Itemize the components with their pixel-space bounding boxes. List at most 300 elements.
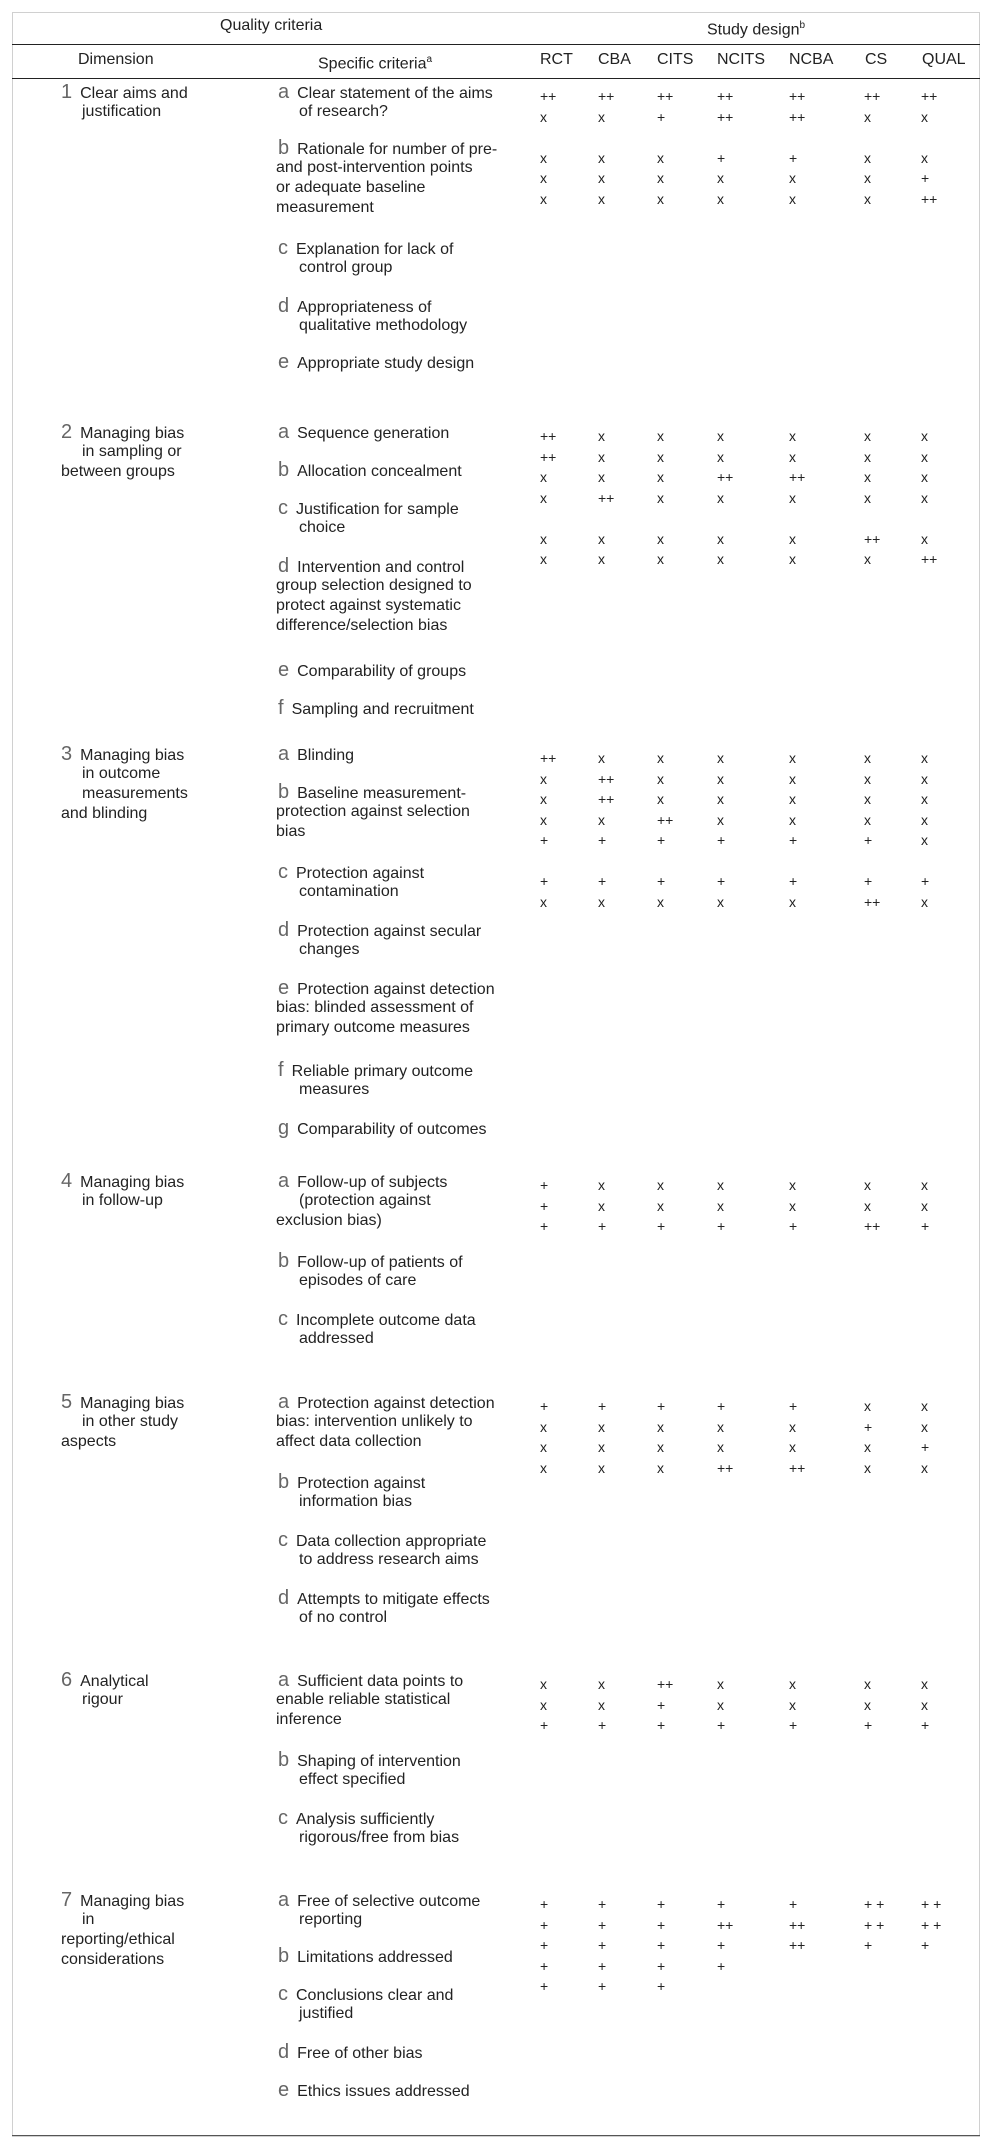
rating-cell: + [540,873,549,889]
rating-cell: x [921,1398,928,1414]
criterion-letter: f [278,697,284,719]
rating-cell: x [864,190,871,207]
header-rule-2 [12,78,980,79]
rating-cell: + [921,1439,930,1455]
criterion-3e-line: primary outcome measures [276,1019,470,1036]
criterion-7e-line: e Ethics issues addressed [278,2079,470,2101]
rating-cell: x [921,1177,928,1193]
rating-cell: x [598,893,605,910]
rating-cell: + [657,1717,666,1733]
rating-cell: x [789,893,796,910]
dimension-label-line: 5 Managing bias [61,1391,185,1413]
rating-cell: x [789,448,796,465]
dimension-label-line: justification [82,103,162,120]
rating-cell: ++ [540,448,557,465]
dimension-label-line: in follow-up [82,1192,163,1209]
rating-cell: x [789,1197,796,1214]
rating-cell: x [921,448,928,465]
rating-cell: + [789,1896,798,1912]
criterion-1a-line: of research? [299,103,388,120]
rating-cell: + [540,1717,549,1733]
dimension-label-line: 3 Managing bias [61,743,185,765]
rating-cell: x [540,170,547,186]
criterion-5a-line: affect data collection [276,1433,422,1450]
rating-cell: x [657,1439,664,1455]
rating-cell: ++ [657,88,674,104]
rating-cell: + [717,1218,726,1234]
rating-cell: ++ [717,88,734,104]
criterion-7d-line: d Free of other bias [278,2041,423,2063]
rating-cell: x [921,1418,928,1435]
rating-cell: x [657,893,664,910]
rating-cell: x [864,448,871,465]
rating-cell: x [657,428,664,444]
rating-cell: x [717,791,724,807]
rating-cell: + [657,1696,666,1713]
rating-cell: + [598,1978,607,1994]
rating-cell: x [789,1439,796,1455]
criterion-4a-line: a Follow-up of subjects [278,1170,448,1192]
rating-cell: x [864,1459,871,1476]
criterion-2d-line: protect against systematic [276,597,461,614]
column-header-ncits: NCITS [717,51,765,68]
rating-cell: x [598,1459,605,1476]
criterion-6c-line: c Analysis sufficiently [278,1807,435,1829]
rating-cell: x [540,1418,547,1435]
rating-cell: + [789,1218,798,1234]
rating-cell: ++ [717,1459,734,1476]
criterion-5b-line: b Protection against [278,1471,426,1493]
column-header-cs: CS [865,51,888,68]
rating-cell: + [864,873,873,889]
criterion-5b-line: information bias [299,1493,412,1510]
rating-cell: x [921,1459,928,1476]
criterion-2d-line: group selection designed to [276,577,472,594]
criterion-1b-line: or adequate baseline [276,179,426,196]
rating-cell: x [789,489,796,506]
criterion-5d-line: d Attempts to mitigate effects [278,1587,490,1609]
rating-cell: ++ [540,88,557,104]
dimension-label-line: considerations [61,1951,165,1968]
rating-cell: ++ [598,791,615,807]
rating-cell: x [598,1418,605,1435]
rating-cell: x [921,530,928,547]
criterion-3d-line: d Protection against secular [278,919,482,941]
rating-cell: x [921,811,928,828]
rating-cell: + [657,1218,666,1234]
rating-cell: x [717,1676,724,1692]
criterion-6a-line: enable reliable statistical [276,1691,451,1708]
rating-cell: x [717,1439,724,1455]
criterion-2d-line: difference/selection bias [276,617,448,634]
rating-cell: x [598,1197,605,1214]
header-rule-1 [12,44,980,45]
rating-cell: x [598,1177,605,1193]
rating-cell: + [717,1896,726,1912]
criterion-letter: f [278,1059,284,1081]
rating-cell: x [864,1197,871,1214]
criterion-1b-line: and post-intervention points [276,159,473,176]
rating-cell: + [657,1957,666,1974]
rating-cell: + [540,1957,549,1974]
column-header-cits: CITS [657,51,694,68]
rating-cell: x [921,469,928,485]
criterion-3a-line: a Blinding [278,743,355,765]
criterion-letter: g [278,1117,290,1139]
rating-cell: x [864,1177,871,1193]
rating-cell: x [657,469,664,485]
rating-cell: x [789,170,796,186]
criterion-letter: b [278,1471,290,1493]
rating-cell: x [540,811,547,828]
criterion-6b-line: effect specified [299,1771,406,1788]
dimension-number: 4 [61,1170,73,1192]
rating-cell: x [921,108,928,125]
rating-cell: x [540,791,547,807]
rating-cell: + [598,1937,607,1953]
rating-cell: + [598,1916,607,1933]
criterion-7c-line: justified [299,2005,354,2022]
rating-cell: + [921,873,930,889]
rating-cell: x [540,1676,547,1692]
rating-cell: x [921,149,928,166]
rating-cell: ++ [717,469,734,485]
criterion-5c-line: c Data collection appropriate [278,1529,487,1551]
rating-cell: + + [864,1916,885,1933]
criterion-5a-line: bias: intervention unlikely to [276,1413,473,1430]
criterion-2c-line: choice [299,519,346,536]
dimension-label-line: in sampling or [82,443,182,460]
criterion-letter: e [278,2079,290,2101]
criterion-letter: c [278,1529,288,1551]
rating-cell: + [657,108,666,125]
rating-cell: x [657,448,664,465]
criterion-letter: b [278,1250,290,1272]
dimension-number: 5 [61,1391,73,1413]
rating-cell: + [540,832,549,848]
criterion-2b-line: b Allocation concealment [278,459,462,481]
rating-cell: x [657,170,664,186]
dimension-number: 7 [61,1889,73,1911]
dimension-label-line: 7 Managing bias [61,1889,185,1911]
rating-cell: x [540,149,547,166]
rating-cell: + [717,1937,726,1953]
rating-cell: x [789,190,796,207]
rating-cell: + [717,1957,726,1974]
specific-criteria-header: Specific criteria$^a$ [318,54,433,73]
dimension-label-line: 6 Analytical [61,1669,149,1691]
dimension-number: 2 [61,421,73,443]
criterion-1d-line: d Appropriateness of [278,295,432,317]
rating-cell: x [657,149,664,166]
rating-cell: x [717,1418,724,1435]
rating-cell: x [864,811,871,828]
criterion-letter: e [278,351,290,373]
rating-cell: x [864,551,871,567]
rating-cell: + [864,1937,873,1953]
rating-cell: x [598,108,605,125]
study-design-header: Study design$^b$ [707,20,806,39]
criterion-1b-line: b Rationale for number of pre- [278,137,498,159]
criterion-letter: d [278,2041,290,2063]
rating-cell: + [657,873,666,889]
criterion-2d-line: d Intervention and control [278,555,465,577]
rating-cell: x [657,190,664,207]
rating-cell: x [540,108,547,125]
rating-cell: + [717,149,726,166]
rating-cell: x [657,791,664,807]
rating-cell: ++ [717,1916,734,1933]
rating-cell: x [657,1197,664,1214]
rating-cell: x [864,1398,871,1414]
rating-cell: + [921,1717,930,1733]
rating-cell: + [921,170,930,186]
criterion-3e-line: e Protection against detection [278,977,495,999]
criterion-letter: a [278,1170,290,1192]
criterion-5c-line: to address research aims [299,1551,479,1568]
rating-cell: x [864,1696,871,1713]
criterion-4c-line: addressed [299,1330,374,1347]
quality-criteria-header: Quality criteria [220,17,323,34]
rating-cell: x [864,750,871,766]
rating-cell: x [789,791,796,807]
rating-cell: x [789,1177,796,1193]
criterion-3f-line: f Reliable primary outcome [278,1059,473,1081]
dimension-label-line: in [82,1911,95,1928]
rating-cell: + [540,1937,549,1953]
rating-cell: ++ [598,770,615,787]
rating-cell: x [717,1696,724,1713]
dimension-header: Dimension [78,51,154,68]
rating-cell: x [657,1418,664,1435]
rating-cell: x [657,1177,664,1193]
rating-cell: x [864,170,871,186]
rating-cell: + [598,1218,607,1234]
rating-cell: ++ [921,551,938,567]
criterion-5d-line: of no control [299,1609,388,1626]
criterion-1b-line: measurement [276,199,374,216]
rating-cell: x [717,170,724,186]
rating-cell: x [789,750,796,766]
rating-cell: ++ [921,88,938,104]
criterion-6a-line: a Sufficient data points to [278,1669,464,1691]
rating-cell: x [657,530,664,547]
rating-cell: ++ [789,1459,806,1476]
rating-cell: + [657,832,666,848]
column-header-rct: RCT [540,51,573,68]
rating-cell: x [717,551,724,567]
rating-cell: + [789,1398,798,1414]
criterion-letter: c [278,861,288,883]
rating-cell: ++ [540,750,557,766]
rating-cell: x [598,190,605,207]
rating-cell: ++ [598,88,615,104]
criterion-letter: a [278,81,290,103]
criterion-7b-line: b Limitations addressed [278,1945,453,1967]
criterion-3e-line: bias: blinded assessment of [276,999,474,1016]
criterion-1d-line: qualitative methodology [299,317,468,334]
rating-cell: + [864,1717,873,1733]
rating-cell: + [789,149,798,166]
criterion-3g-line: g Comparability of outcomes [278,1117,487,1139]
rating-cell: x [657,489,664,506]
criterion-3c-line: contamination [299,883,399,900]
criterion-6a-line: inference [276,1711,342,1728]
criterion-letter: d [278,1587,290,1609]
rating-cell: x [921,893,928,910]
rating-cell: x [717,811,724,828]
rating-cell: x [717,1197,724,1214]
rating-cell: + [789,1717,798,1733]
rating-cell: x [864,1439,871,1455]
rating-cell: ++ [598,489,615,506]
criterion-letter: c [278,497,288,519]
criterion-letter: e [278,977,290,999]
rating-cell: + + [921,1896,942,1912]
rating-cell: x [717,428,724,444]
dimension-label-line: aspects [61,1433,117,1450]
rating-cell: + [864,1418,873,1435]
rating-cell: x [598,551,605,567]
criterion-6b-line: b Shaping of intervention [278,1749,461,1771]
rating-cell: x [864,791,871,807]
dimension-label-line: between groups [61,463,175,480]
rating-cell: + [921,1937,930,1953]
rating-cell: x [657,750,664,766]
criterion-letter: e [278,659,290,681]
rating-cell: x [717,448,724,465]
rating-cell: x [921,1676,928,1692]
rating-cell: + [598,1717,607,1733]
rating-cell: ++ [864,530,881,547]
criterion-2f-line: f Sampling and recruitment [278,697,474,719]
column-header-cba: CBA [598,51,631,68]
dimension-label-line: reporting/ethical [61,1931,175,1948]
criterion-4b-line: b Follow-up of patients of [278,1250,463,1272]
criterion-letter: d [278,919,290,941]
rating-cell: x [921,1696,928,1713]
rating-cell: x [789,1676,796,1692]
table-frame [12,12,980,2137]
criterion-2e-line: e Comparability of groups [278,659,467,681]
rating-cell: ++ [921,190,938,207]
rating-cell: ++ [789,1916,806,1933]
rating-cell: x [789,1696,796,1713]
criterion-1c-line: control group [299,259,393,276]
rating-cell: + [717,832,726,848]
rating-cell: x [717,530,724,547]
criterion-1a-line: a Clear statement of the aims [278,81,493,103]
rating-cell: x [657,551,664,567]
rating-cell: x [789,530,796,547]
rating-cell: ++ [789,88,806,104]
rating-cell: x [598,469,605,485]
criterion-4a-line: exclusion bias) [276,1212,382,1229]
rating-cell: + [657,1916,666,1933]
rating-cell: x [540,1439,547,1455]
rating-cell: x [598,428,605,444]
rating-cell: x [789,811,796,828]
criterion-letter: b [278,459,290,481]
criterion-4a-line: (protection against [299,1192,431,1209]
criterion-4c-line: c Incomplete outcome data [278,1308,476,1330]
criterion-letter: d [278,555,290,577]
dimension-number: 6 [61,1669,73,1691]
criterion-7a-line: a Free of selective outcome [278,1889,481,1911]
criterion-letter: b [278,781,290,803]
column-header-qual: QUAL [922,51,966,68]
dimension-label-line: in outcome [82,765,161,782]
rating-cell: x [657,770,664,787]
criterion-letter: b [278,1749,290,1771]
rating-cell: x [657,1459,664,1476]
rating-cell: x [598,149,605,166]
rating-cell: x [864,428,871,444]
rating-cell: x [921,791,928,807]
rating-cell: ++ [657,1676,674,1692]
rating-cell: + [657,1937,666,1953]
rating-cell: ++ [864,893,881,910]
rating-cell: + [598,1398,607,1414]
rating-cell: x [717,190,724,207]
criterion-3b-line: bias [276,823,306,840]
rating-cell: x [598,530,605,547]
criterion-2c-line: c Justification for sample [278,497,459,519]
rating-cell: ++ [717,108,734,125]
criterion-3b-line: protection against selection [276,803,470,820]
rating-cell: + [657,1978,666,1994]
rating-cell: x [598,811,605,828]
rating-cell: ++ [789,1937,806,1953]
criterion-letter: c [278,1308,288,1330]
rating-cell: x [540,190,547,207]
rating-cell: + [657,1896,666,1912]
criterion-7a-line: reporting [299,1911,363,1928]
rating-cell: + [598,1896,607,1912]
dimension-label-line: in other study [82,1413,179,1430]
rating-cell: + [921,1218,930,1234]
rating-cell: x [540,1696,547,1713]
rating-cell: x [864,149,871,166]
criterion-letter: c [278,1807,288,1829]
rating-cell: + [717,1398,726,1414]
rating-cell: x [540,489,547,506]
rating-cell: x [864,1676,871,1692]
rating-cell: + [598,832,607,848]
rating-cell: x [598,1676,605,1692]
dimension-label-line: and blinding [61,805,148,822]
criterion-letter: c [278,237,288,259]
dimension-label-line: 1 Clear aims and [61,81,188,103]
rating-cell: x [921,832,928,848]
dimension-label-line: rigour [82,1691,123,1708]
rating-cell: ++ [789,108,806,125]
rating-cell: ++ [864,88,881,104]
rating-cell: ++ [864,1218,881,1234]
rating-cell: + [598,1957,607,1974]
criterion-letter: a [278,421,290,443]
dimension-label-line: measurements [82,785,188,802]
rating-cell: x [540,469,547,485]
criterion-letter: c [278,1983,288,2005]
rating-cell: x [540,551,547,567]
criterion-5a-line: a Protection against detection [278,1391,495,1413]
rating-cell: x [598,1439,605,1455]
criterion-letter: a [278,743,290,765]
criterion-1c-line: c Explanation for lack of [278,237,454,259]
rating-cell: x [598,750,605,766]
rating-cell: x [540,770,547,787]
